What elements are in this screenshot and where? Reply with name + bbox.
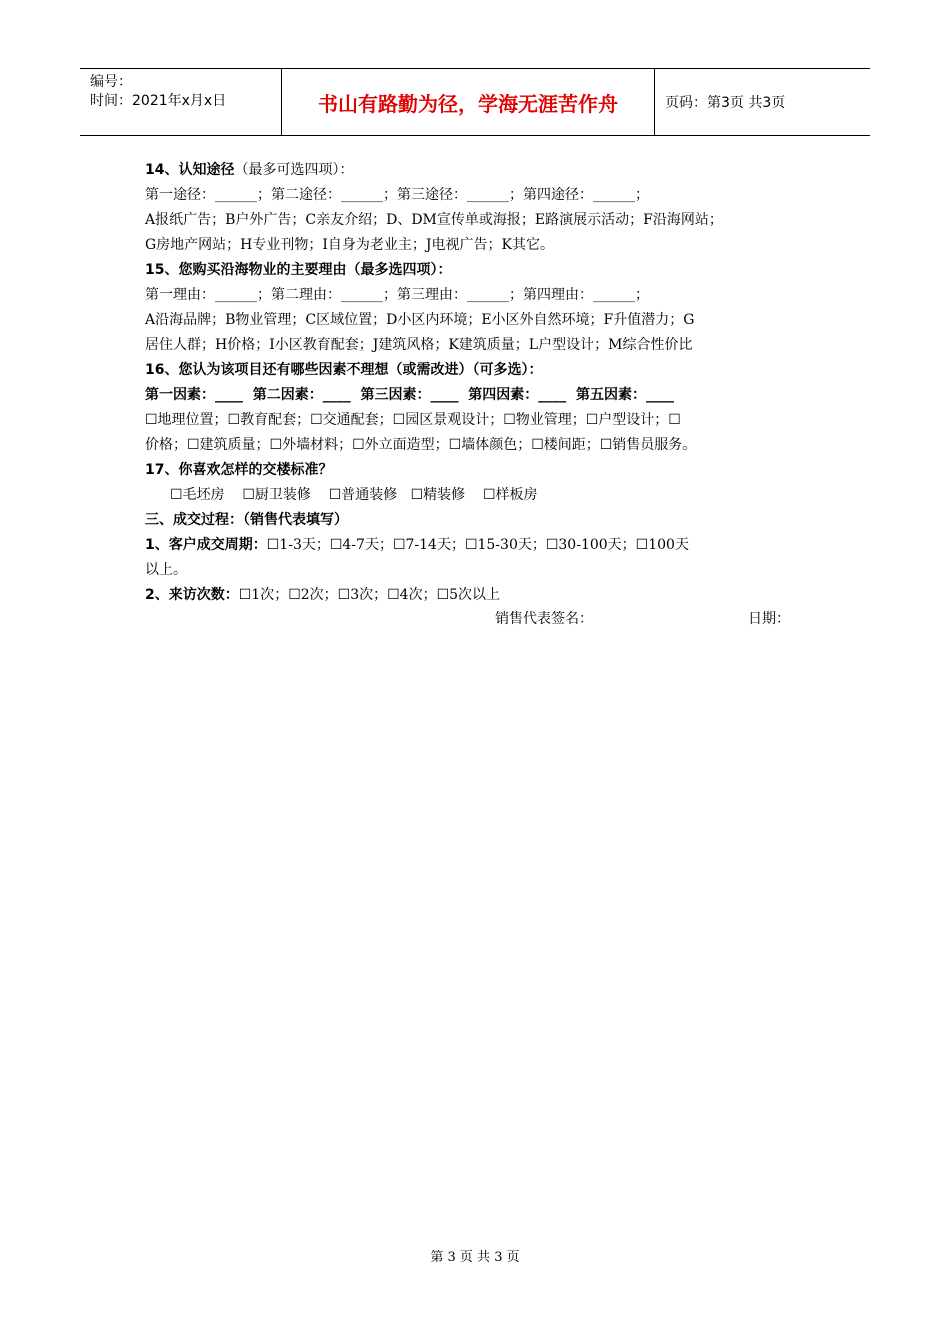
sales-signature-label: 销售代表签名： [495,611,593,627]
number-label: 编号： [90,74,132,90]
q16-options-line1: ☐地理位置；☐教育配套；☐交通配套；☐园区景观设计；☐物业管理；☐户型设计；☐ [145,412,681,428]
q14-title: 14、认知途径 [145,162,235,178]
section3-title: 三、成交过程：（销售代表填写） [145,512,348,528]
deal-cycle-label: 1、客户成交周期： [145,537,267,553]
page-footer: 第 3 页 共 3 页 [430,1250,520,1265]
q15-blanks: 第一理由：______；第二理由：______；第三理由：______；第四理由：______； [145,287,649,303]
page-header [80,68,870,136]
q15-options-line2: 居住人群；H价格；I小区教育配套；J建筑风格；K建筑质量；L户型设计；M综合性价比 [145,337,693,353]
q16-title: 16、您认为该项目还有哪些因素不理想（或需改进）（可多选）： [145,362,543,378]
time-label: 时间：2021年x月x日 [90,93,227,109]
deal-cycle-row [145,533,810,558]
q15-options-line1: A沿海品牌；B物业管理；C区域位置；D小区内环境；E小区外自然环境；F升值潜力；G [145,312,695,328]
visit-count-row [145,583,810,608]
visit-count-label: 2、来访次数： [145,587,239,603]
q16-options-line2: 价格；☐建筑质量；☐外墙材料；☐外立面造型；☐墙体颜色；☐楼间距；☐销售员服务。 [145,437,697,453]
deal-cycle-options: ☐1-3天；☐4-7天；☐7-14天；☐15-30天；☐30-100天；☐100天 [266,537,689,553]
q14-blanks: 第一途径：______；第二途径：______；第三途径：______；第四途径：______； [145,187,649,203]
header-page-info: 页码：第3页 共3页 [665,95,786,111]
date-label: 日期： [748,611,790,627]
q14-options-line2: G房地产网站；H专业刊物；I自身为老业主；J电视广告；K其它。 [145,237,554,253]
q14-options-line1: A报纸广告；B户外广告；C亲友介绍；D、DM宣传单或海报；E路演展示活动；F沿海网站； [145,212,723,228]
header-motto: 书山有路勤为径，学海无涯苦作舟 [282,69,655,135]
document-body [145,158,810,608]
q15-title: 15、您购买沿海物业的主要理由（最多选四项）： [145,262,452,278]
header-meta [80,69,282,135]
q17-title: 17、你喜欢怎样的交楼标准？ [145,462,333,478]
deal-cycle-continuation: 以上。 [145,562,187,578]
q17-options: ☐毛坯房 ☐厨卫装修 ☐普通装修 ☐精装修 ☐样板房 [170,487,538,503]
q14-heading [145,158,810,183]
q16-blanks: 第一因素：____ 第二因素：____ 第三因素：____ 第四因素：____ 第五因素：____ [145,387,674,403]
visit-count-options: ☐1次；☐2次；☐3次；☐4次；☐5次以上 [238,587,501,603]
q14-note: （最多可选四项）： [234,162,354,178]
